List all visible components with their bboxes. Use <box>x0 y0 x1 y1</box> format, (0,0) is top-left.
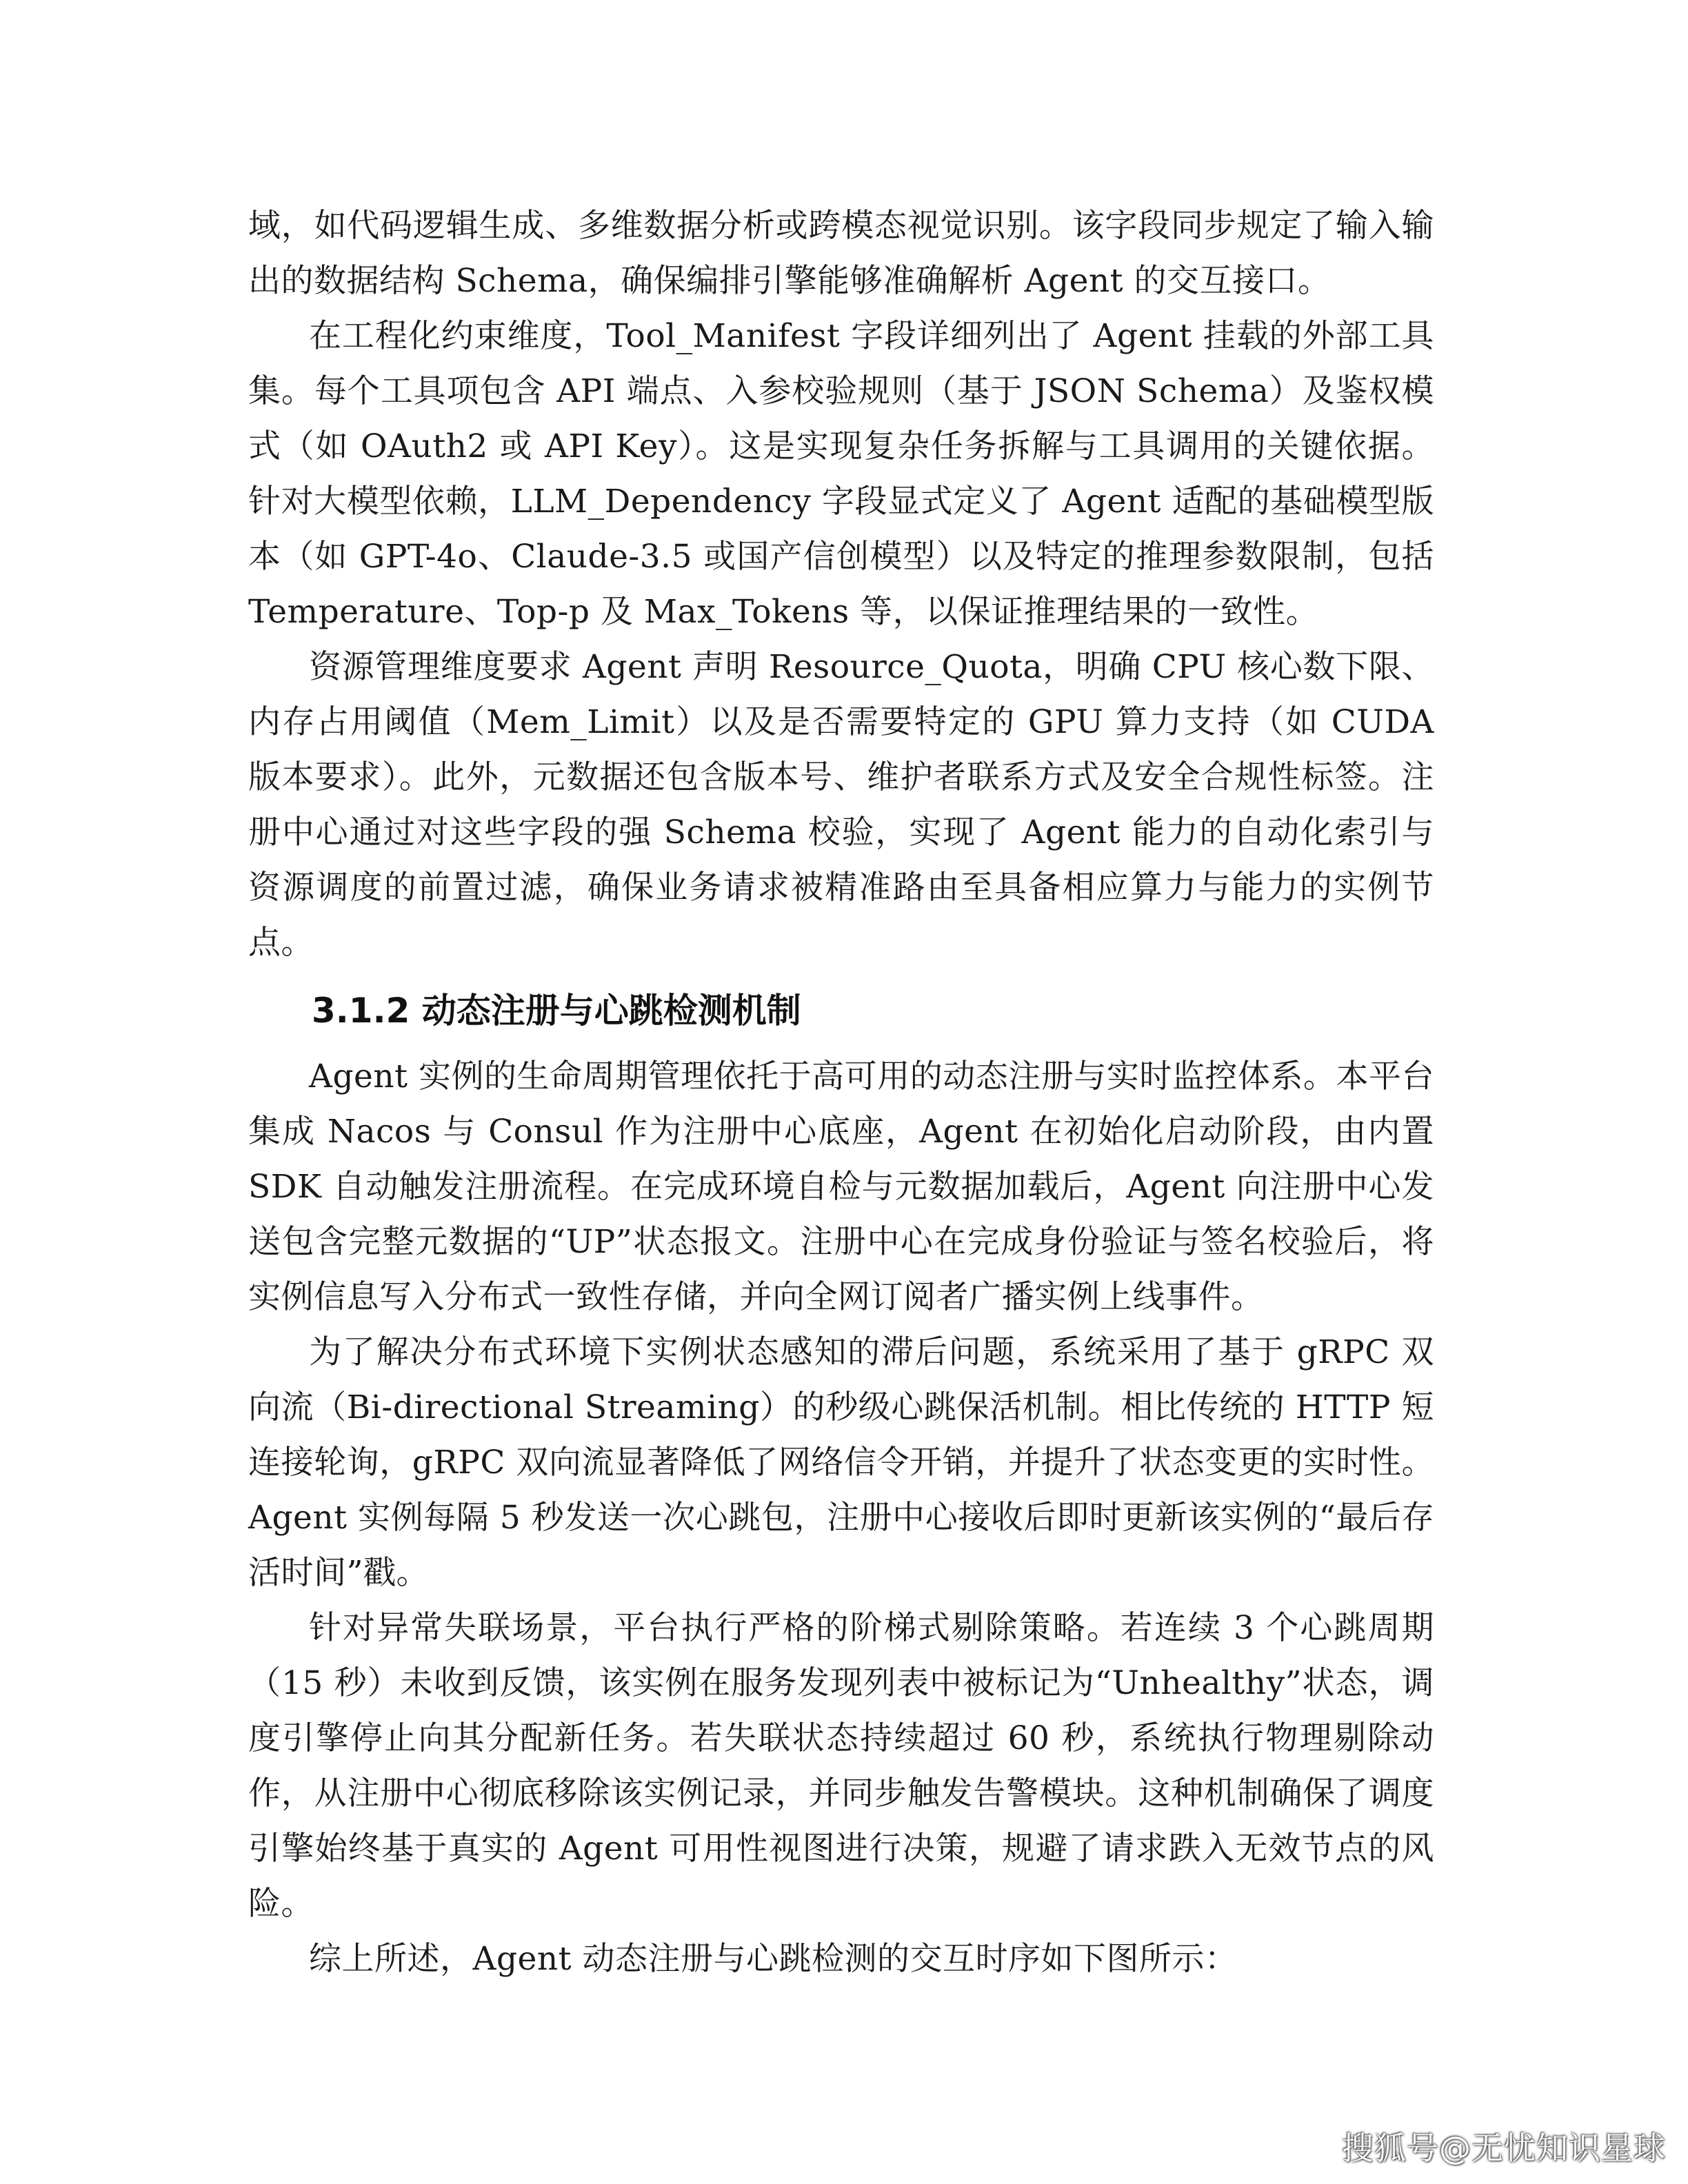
paragraph-eviction: 针对异常失联场景，平台执行严格的阶梯式剔除策略。若连续 3 个心跳周期（15 秒）未收到反馈，该实例在服务发现列表中被标记为“Unhealthy”状态，调度引擎停止向其分配新任务。若失联状态持续超过 60 秒，系统执行物理剔除动作，从注册中心彻底移除该实例记录，并同步触发告警模块。这种机制确保了调度引擎始终基于真实的 Agent 可用性视图进行决策，规避了请求跌入无效节点的风险。 <box>248 1609 1434 1923</box>
watermark: 搜狐号@无忧知识星球 <box>1342 2130 1666 2167</box>
paragraph-tool-manifest: 在工程化约束维度，Tool_Manifest 字段详细列出了 Agent 挂载的外部工具集。每个工具项包含 API 端点、入参校验规则（基于 JSON Schema）及鉴权模式（如 OAuth2 或 API Key）。这是实现复杂任务拆解与工具调用的关键依据。针对大模型依赖，LLM_Dependency 字段显式定义了 Agent 适配的基础模型版本（如 GPT-4o、Claude-3.5 或国产信创模型）以及特定的推理参数限制，包括 Temperature、Top-p 及 Max_Tokens 等，以保证推理结果的一致性。 <box>248 317 1434 631</box>
paragraph-heartbeat: 为了解决分布式环境下实例状态感知的滞后问题，系统采用了基于 gRPC 双向流（Bi-directional Streaming）的秒级心跳保活机制。相比传统的 HTTP 短连接轮询，gRPC 双向流显著降低了网络信令开销，并提升了状态变更的实时性。Agent 实例每隔 5 秒发送一次心跳包，注册中心接收后即时更新该实例的“最后存活时间”戳。 <box>248 1333 1434 1592</box>
paragraph-continuation: 域，如代码逻辑生成、多维数据分析或跨模态视觉识别。该字段同步规定了输入输出的数据结构 Schema，确保编排引擎能够准确解析 Agent 的交互接口。 <box>248 207 1434 300</box>
paragraph-resource-quota: 资源管理维度要求 Agent 声明 Resource_Quota，明确 CPU 核心数下限、内存占用阈值（Mem_Limit）以及是否需要特定的 GPU 算力支持（如 CUDA 版本要求）。此外，元数据还包含版本号、维护者联系方式及安全合规性标签。注册中心通过对这些字段的强 Schema 校验，实现了 Agent 能力的自动化索引与资源调度的前置过滤，确保业务请求被精准路由至具备相应算力与能力的实例节点。 <box>248 648 1434 962</box>
document-body <box>248 199 1434 1987</box>
paragraph-summary: 综上所述，Agent 动态注册与心跳检测的交互时序如下图所示： <box>309 1940 1238 1978</box>
section-heading: 3.1.2 动态注册与心跳检测机制 <box>312 991 801 1031</box>
paragraph-registration: Agent 实例的生命周期管理依托于高可用的动态注册与实时监控体系。本平台集成 Nacos 与 Consul 作为注册中心底座，Agent 在初始化启动阶段，由内置 SDK 自动触发注册流程。在完成环境自检与元数据加载后，Agent 向注册中心发送包含完整元数据的“UP”状态报文。注册中心在完成身份验证与签名校验后，将实例信息写入分布式一致性存储，并向全网订阅者广播实例上线事件。 <box>248 1058 1434 1316</box>
